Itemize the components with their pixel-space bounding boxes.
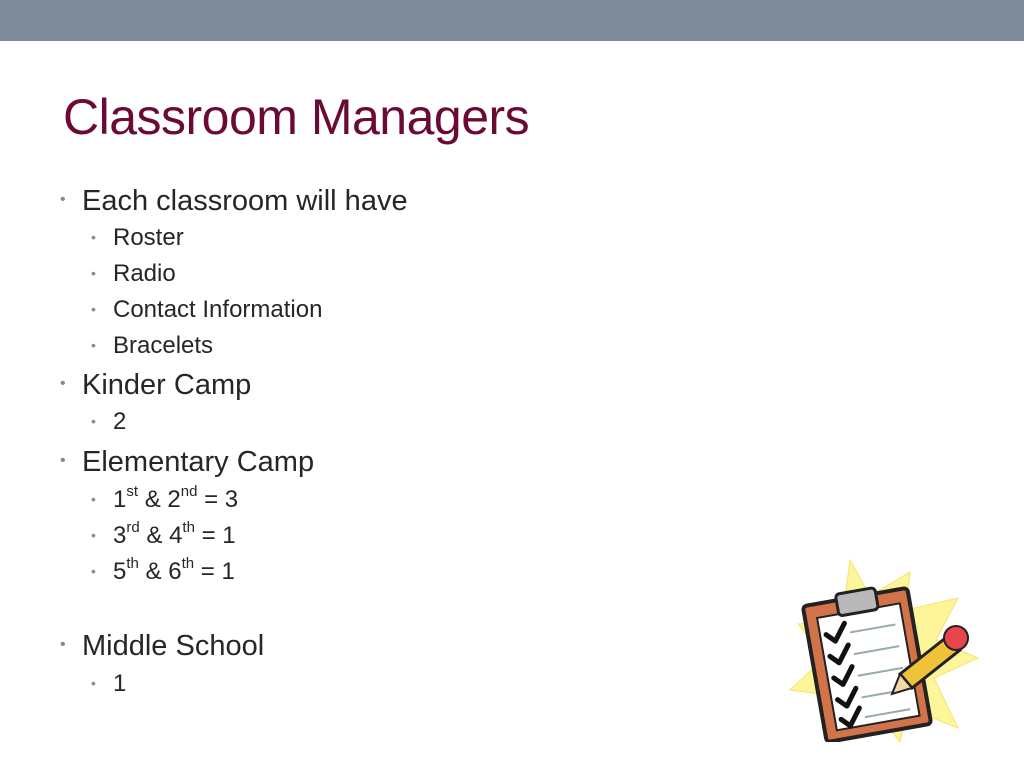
sub-list-item-label: Roster xyxy=(113,224,184,251)
sub-list-item-label: Bracelets xyxy=(113,332,214,359)
sub-list-item: • 5th & 6th = 1 xyxy=(91,555,235,585)
bullet-icon: • xyxy=(91,526,96,543)
bullet-icon: • xyxy=(60,452,66,470)
list-item xyxy=(60,367,251,403)
bullet-icon: • xyxy=(91,264,96,281)
list-item-label: Middle School xyxy=(82,630,265,662)
bullet-icon: • xyxy=(91,674,96,691)
bullet-icon: • xyxy=(91,562,96,579)
sub-list-item-label: 2 xyxy=(113,408,127,435)
sub-list-item xyxy=(91,295,322,325)
bullet-icon: • xyxy=(91,228,96,245)
list-item-label: Each classroom will have xyxy=(82,185,408,217)
sub-list-item xyxy=(91,331,213,361)
clipboard-clip xyxy=(835,587,878,616)
bullet-icon: • xyxy=(91,490,96,507)
sub-list-item xyxy=(91,223,184,253)
bullet-icon: • xyxy=(91,336,96,353)
sub-list-item: • 3rd & 4th = 1 xyxy=(91,519,236,549)
clipboard-checklist-pencil-icon xyxy=(788,558,980,742)
bullet-icon: • xyxy=(91,300,96,317)
list-item xyxy=(60,183,408,219)
sub-list-item xyxy=(91,669,126,699)
sub-list-item-label: Radio xyxy=(113,260,176,287)
sub-list-item xyxy=(91,407,126,437)
sub-list-item-label: 1 xyxy=(113,670,127,697)
sub-list-item: • 1st & 2nd = 3 xyxy=(91,483,239,513)
bullet-icon: • xyxy=(60,375,66,393)
bullet-icon: • xyxy=(60,191,66,209)
list-item xyxy=(60,444,314,480)
sub-list-item-label: Contact Information xyxy=(113,296,323,323)
bullet-icon: • xyxy=(91,412,96,429)
sub-list-item xyxy=(91,259,176,289)
list-item-label: Kinder Camp xyxy=(82,369,252,401)
slide-title: Classroom Managers xyxy=(63,89,530,145)
bullet-icon: • xyxy=(60,636,66,654)
list-item xyxy=(60,628,264,664)
list-item-label: Elementary Camp xyxy=(82,446,315,478)
